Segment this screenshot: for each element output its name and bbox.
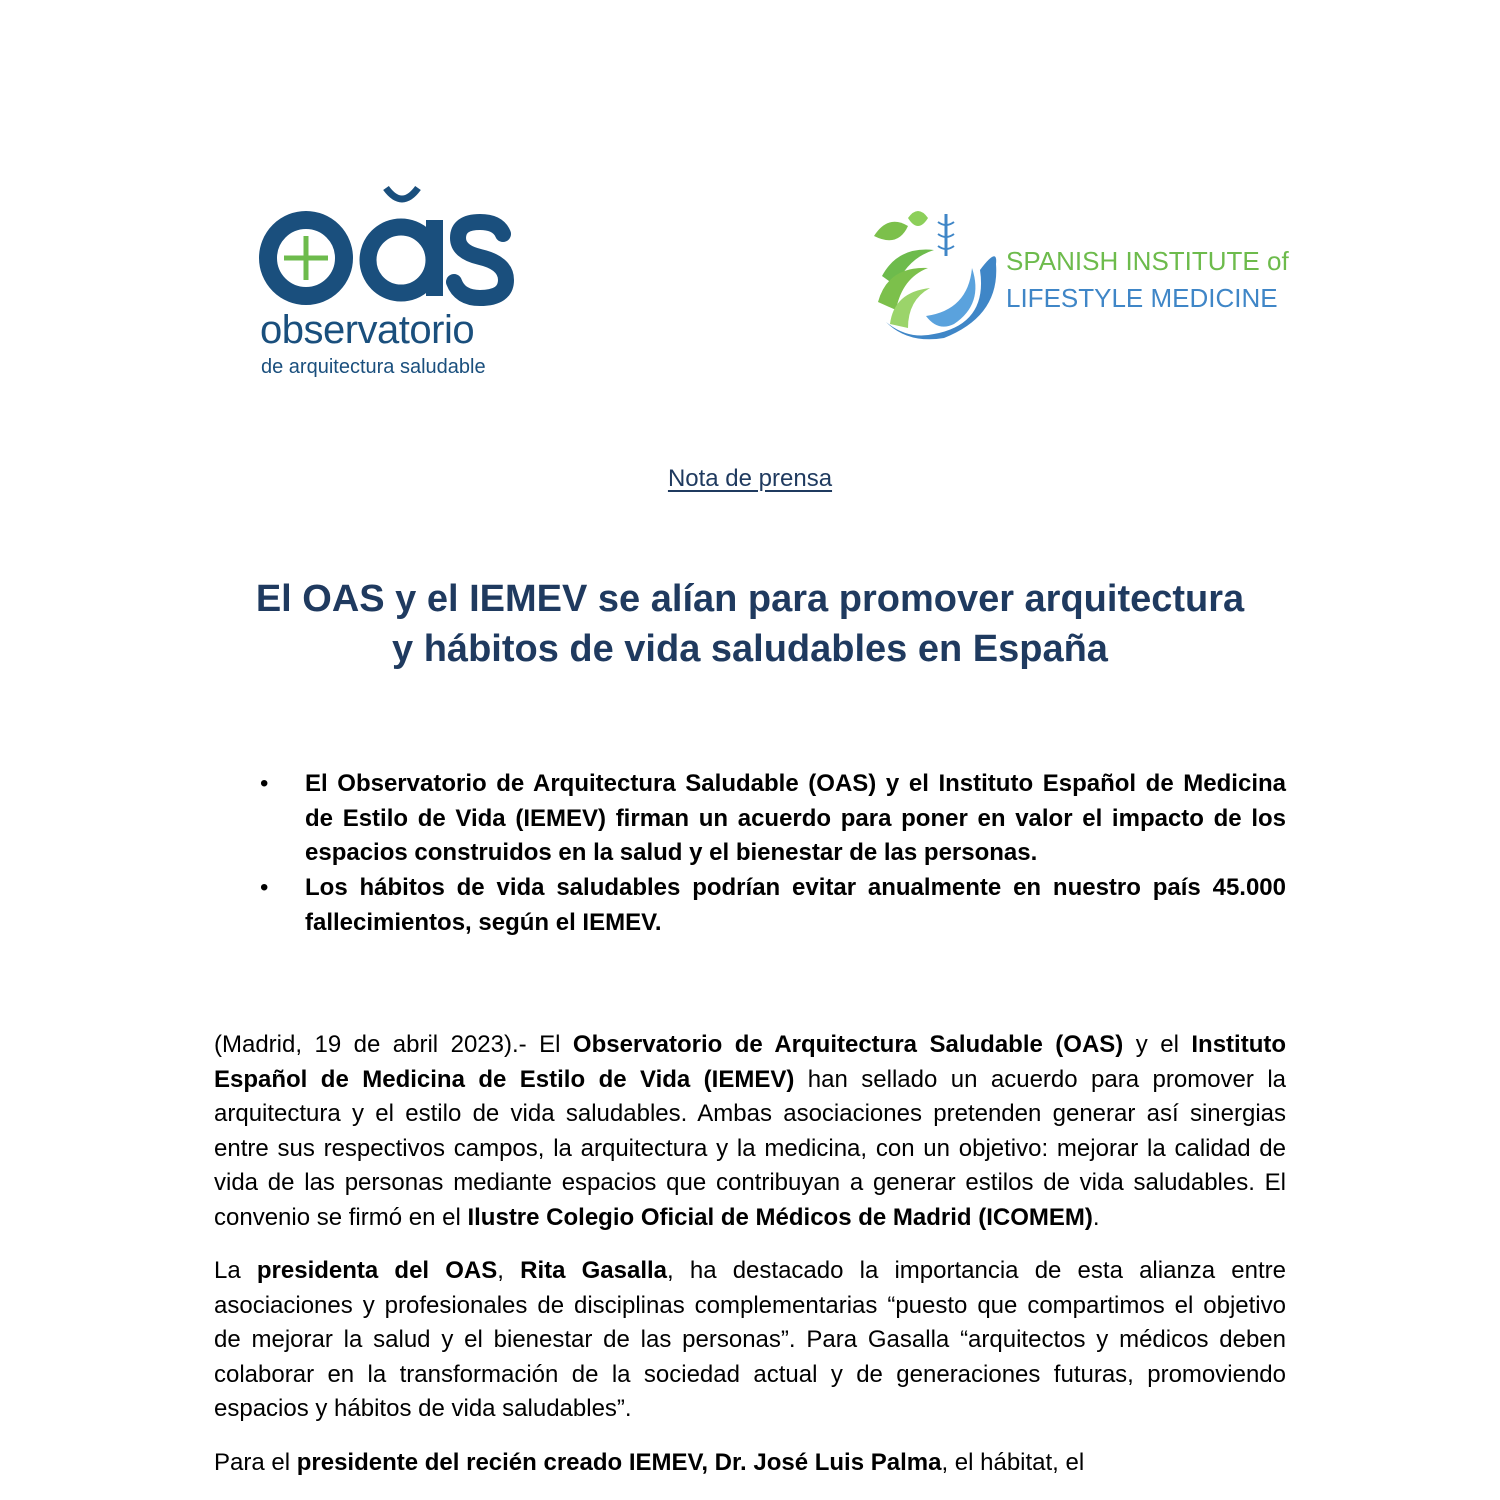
p1-bold-oas: Observatorio de Arquitectura Saludable (OAS): [572, 1031, 1124, 1058]
bullet-dot-icon: •: [260, 874, 269, 902]
p2-bold-name: Rita Gasalla: [520, 1257, 668, 1284]
headline-line1: El OAS y el IEMEV se alían para promover arquitectura: [255, 578, 1245, 620]
p3-text-2: , el hábitat, el: [941, 1448, 1085, 1476]
p1-text-3: han sellado un acuerdo para promover la arquitectura y el estilo de vida saludables. Ambas asociaciones pretenden generar así sinergias entre sus respectivos campos, la arquitectura y la medicina, con un objetivo: mejorar la calidad de vida de las personas mediante espacios que contribuyan a generar estilos de vida saludables. El convenio se firmó en el: [214, 1065, 1286, 1231]
bullet-item: [258, 871, 1286, 940]
p1-text-1: (Madrid, 19 de abril 2023).- El: [214, 1031, 573, 1058]
silm-logo-line1: SPANISH INSTITUTE of: [1006, 246, 1289, 276]
oas-logo-line1: observatorio: [260, 308, 475, 352]
p2-text-3: , ha destacado la importancia de esta alianza entre asociaciones y profesionales de disciplinas complementarias “puesto que compartimos el objetivo de mejorar la salud y el bienestar de las personas”. Para Gasalla “arquitectos y médicos deben colaborar en la transformación de la sociedad actual y de generaciones futuras, promoviendo espacios y hábitos de vida saludables”.: [214, 1257, 1287, 1422]
silm-logo-text: [1006, 243, 1289, 317]
summary-bullets: [258, 767, 1286, 941]
bullet-item: [258, 767, 1286, 871]
document-label: [0, 462, 1500, 496]
p2-text-1: La: [214, 1257, 257, 1284]
p1-bold-icomem: Ilustre Colegio Oficial de Médicos de Madrid (ICOMEM): [467, 1203, 1093, 1231]
silm-leaf-sphere-icon: [868, 206, 1000, 342]
oas-wordmark-icon: [258, 180, 518, 315]
oas-logo-line2: de arquitectura saludable: [261, 356, 486, 378]
headline-line2: y hábitos de vida saludables en España: [392, 628, 1108, 670]
headline: [200, 574, 1300, 674]
p2-bold-presidenta: presidenta del OAS: [256, 1257, 498, 1284]
body-text: [214, 1028, 1286, 1499]
paragraph-3: [214, 1446, 1286, 1481]
p3-text-1: Para el: [214, 1448, 297, 1476]
document-label-text: Nota de prensa: [667, 465, 833, 492]
p1-bold-iemev: Instituto Español de Medicina de Estilo de Vida (IEMEV): [214, 1031, 1286, 1093]
p1-text-4: .: [1092, 1203, 1100, 1231]
bullet-text: El Observatorio de Arquitectura Saludable (OAS) y el Instituto Español de Medicina de Estilo de Vida (IEMEV) firman un acuerdo para poner en valor el impacto de los espacios construidos en la salud y el bienestar de las personas.: [305, 770, 1286, 867]
p1-text-2: y el: [1123, 1031, 1192, 1058]
p3-bold-presidente: presidente del recién creado IEMEV, Dr. José Luis Palma: [296, 1448, 942, 1476]
bullet-dot-icon: •: [260, 770, 269, 797]
silm-logo-line2: LIFESTYLE MEDICINE: [1006, 283, 1278, 313]
paragraph-2: [214, 1254, 1286, 1427]
bullet-text: Los hábitos de vida saludables podrían evitar anualmente en nuestro país 45.000 fallecimientos, según el IEMEV.: [305, 874, 1286, 936]
p2-text-2: ,: [497, 1257, 521, 1284]
paragraph-1: [214, 1028, 1286, 1235]
